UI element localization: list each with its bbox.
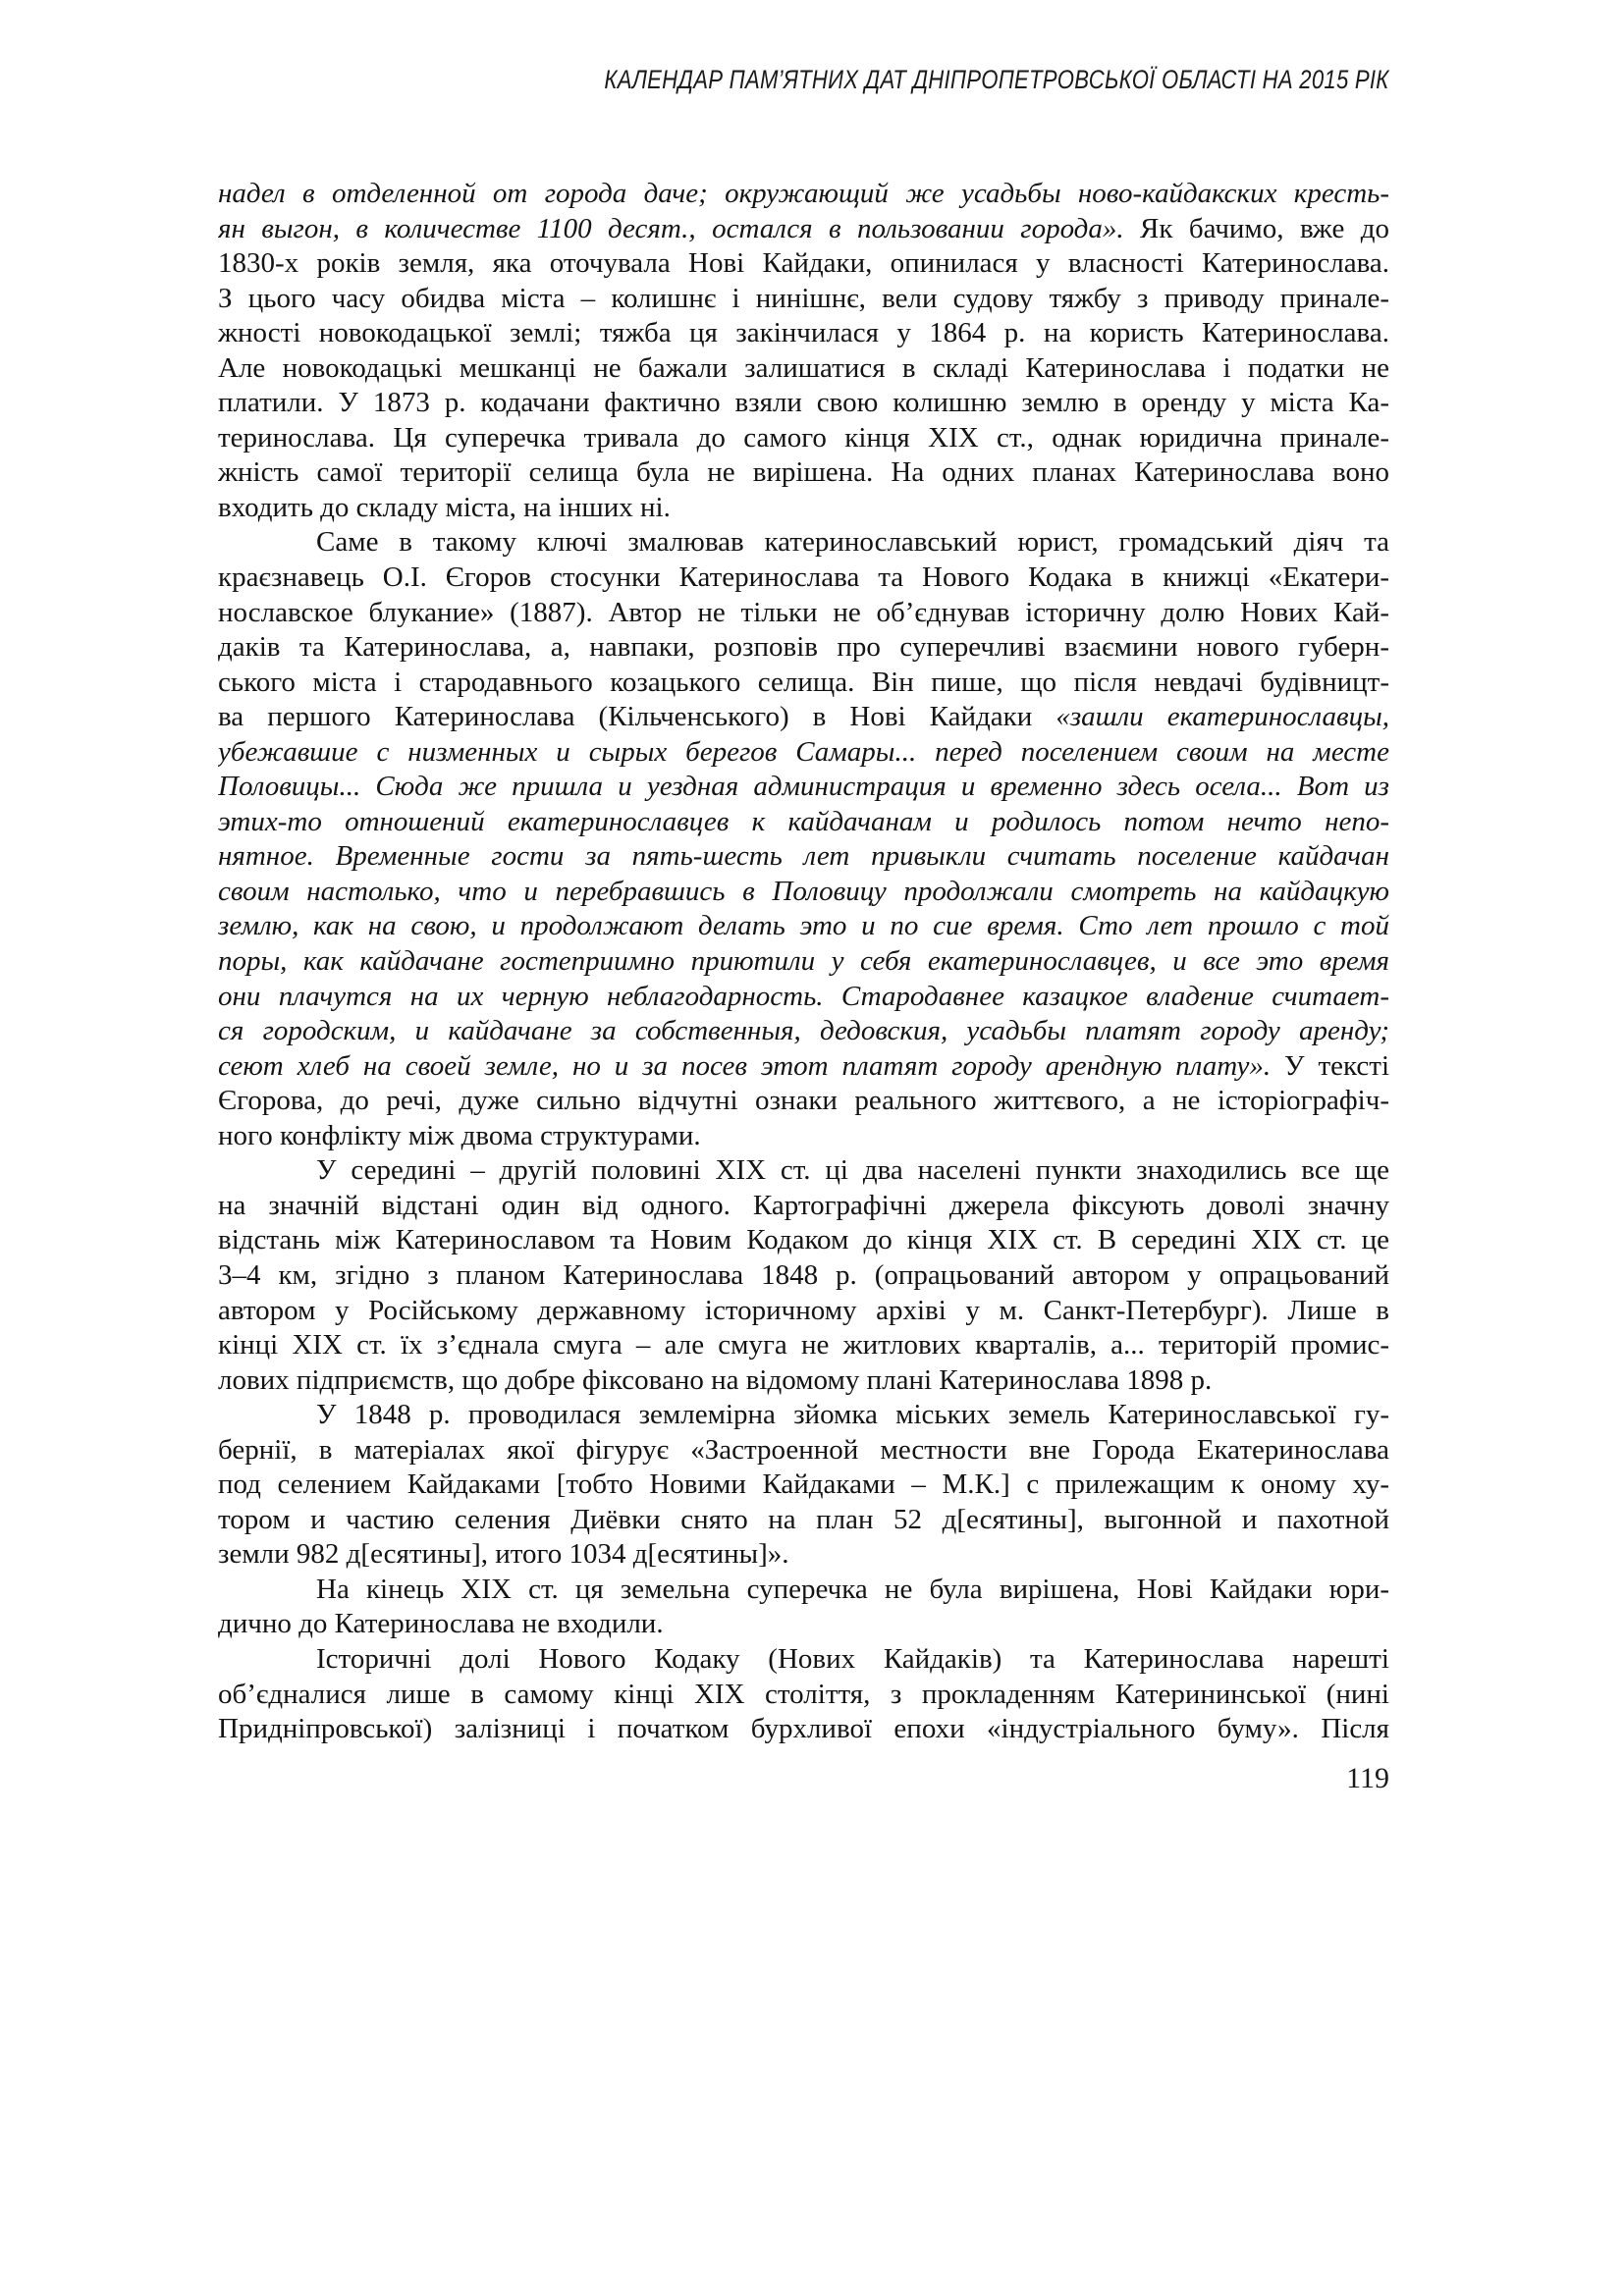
body-line (218, 944, 1389, 980)
body-line (218, 491, 1389, 526)
text-segment: У 1848 р. проводилася землемірна зйомка міських земель Катеринославської гу- (316, 1399, 1389, 1431)
body-line (218, 1503, 1389, 1538)
page-number: 119 (1346, 1762, 1389, 1794)
text-segment: лових підприємств, що добре фіксовано на відомому плані Катеринослава 1898 р. (218, 1363, 1213, 1396)
text-segment: дично до Катеринослава не входили. (218, 1608, 664, 1640)
body-line (218, 1084, 1389, 1119)
text-segment: об’єдналися лише в самому кінці XIX століття, з прокладенням Катерининської (нині (218, 1678, 1389, 1710)
text-segment: Але новокодацькі мешканці не бажали залишатися в складі Катеринослава і податки не (218, 351, 1389, 384)
text-segment: даків та Катеринослава, а, навпаки, розповів про суперечливі взаємини нового губерн- (218, 631, 1389, 664)
text-segment: відстань між Катеринославом та Новим Кодаком до кінця XIX ст. В середині XIX ст. це (218, 1224, 1389, 1256)
text-segment: У тексті (1271, 1049, 1389, 1082)
body-line (218, 351, 1389, 387)
body-line (218, 1363, 1389, 1399)
body-line (218, 525, 1389, 561)
text-segment: 1830-х років земля, яка оточувала Нові Кайдаки, опинилася у власності Катеринослава. (218, 247, 1389, 280)
body-line (218, 909, 1389, 944)
body-line (218, 421, 1389, 456)
body-line (218, 1049, 1389, 1085)
quote-italic-segment: убежавшие с низменных и сырых берегов Самары... перед поселением своим на месте (218, 735, 1389, 768)
quote-italic-segment: ян выгон, в количестве 1100 десят., остался в пользовании города». (218, 212, 1124, 244)
body-line (218, 596, 1389, 631)
body-line (218, 839, 1389, 875)
body-line (218, 1258, 1389, 1294)
body-line (218, 630, 1389, 666)
body-line (218, 561, 1389, 596)
quote-italic-segment: Половицы... Сюда же пришла и уездная администрация и временно здесь осела... Вот из (218, 771, 1389, 803)
body-line (218, 1153, 1389, 1189)
quote-italic-segment: надел в отделенной от города даче; окружающий же усадьбы ново-кайдакских кресть- (218, 178, 1389, 209)
text-segment: краєзнавець О.І. Єгоров стосунки Катеринослава та Нового Кодака в книжці «Екатери- (218, 561, 1389, 594)
paragraph (218, 1153, 1389, 1398)
paragraph (218, 1398, 1389, 1573)
text-segment: на значній відстані один від одного. Картографічні джерела фіксують доволі значну (218, 1189, 1389, 1221)
text-segment: земли 982 д[есятины], итого 1034 д[есятины]». (218, 1538, 789, 1571)
body-line (218, 1433, 1389, 1468)
body-line (218, 1398, 1389, 1433)
quote-italic-segment: этих-то отношений екатеринославцев к кайдачанам и родилось потом нечто непо- (218, 805, 1389, 837)
text-segment: ського міста і стародавнього козацького селища. Він пише, що після невдачі будівницт- (218, 666, 1389, 698)
text-segment: тором и частию селения Диёвки снято на план 52 д[есятины], выгонной и пахотной (218, 1503, 1389, 1535)
quote-italic-segment: сеют хлеб на своей земле, но и за посев этот платят городу арендную плату». (218, 1049, 1272, 1082)
paragraph (218, 177, 1389, 525)
quote-italic-segment: ся городским, и кайдачане за собственныя, дедовския, усадьбы платят городу аренду; (218, 1015, 1389, 1047)
body-line (218, 177, 1389, 212)
text-segment: нославское блукание» (1887). Автор не тільки не об’єднував історичну долю Нових Кай- (218, 596, 1389, 628)
body-line (218, 1678, 1389, 1713)
text-segment: жності новокодацької землі; тяжба ця закінчилася у 1864 р. на користь Катеринослава. (218, 317, 1389, 349)
text-segment: З цього часу обидва міста – колишнє і нинішнє, вели судову тяжбу з приводу принале- (218, 282, 1389, 314)
text-segment: ва першого Катеринослава (Кільченського) в Нові Кайдаки (218, 701, 1056, 733)
quote-italic-segment: нятное. Временные гости за пять-шесть лет привыкли считать поселение кайдачан (218, 840, 1389, 873)
text-segment: кінці XIX ст. їх з’єднала смуга – але смуга не житлових кварталів, а... територій промис- (218, 1329, 1389, 1362)
text-segment: автором у Російському державному історичному архіві у м. Санкт-Петербург). Лише в (218, 1294, 1389, 1326)
body-line (218, 1014, 1389, 1049)
body-line (218, 1607, 1389, 1642)
body-line (218, 1642, 1389, 1678)
body-line (218, 1468, 1389, 1503)
body-line (218, 386, 1389, 421)
paragraph (218, 1573, 1389, 1642)
quote-italic-segment: они плачутся на их черную неблагодарность. Стародавнее казацкое владение считает- (218, 980, 1389, 1012)
body-line (218, 1537, 1389, 1573)
body-line (218, 316, 1389, 351)
paragraph (218, 525, 1389, 1153)
running-head: КАЛЕНДАР ПАМ’ЯТНИХ ДАТ ДНІПРОПЕТРОВСЬКОЇ ОБЛАСТІ НА 2015 РІК (604, 65, 1389, 94)
quote-italic-segment: землю, как на свою, и продолжают делать это и по сие время. Сто лет прошло с той (218, 910, 1389, 942)
body-line (218, 1189, 1389, 1224)
body-line (218, 1119, 1389, 1154)
body-line (218, 282, 1389, 317)
body-line (218, 980, 1389, 1015)
body-line (218, 1712, 1389, 1747)
body-text (218, 177, 1389, 1747)
paragraph (218, 1642, 1389, 1747)
body-line (218, 455, 1389, 491)
text-segment: жність самої території селища була не вирішена. На одних планах Катеринослава воно (218, 456, 1389, 489)
body-line (218, 666, 1389, 701)
body-line (218, 805, 1389, 840)
body-line (218, 1294, 1389, 1329)
body-line (218, 1223, 1389, 1258)
text-segment: бернії, в матеріалах якої фігурує «Застроенной местности вне Города Екатеринослава (218, 1433, 1389, 1466)
body-line (218, 1328, 1389, 1363)
body-line (218, 735, 1389, 771)
text-segment: входить до складу міста, на інших ні. (218, 491, 671, 523)
text-segment: 3–4 км, згідно з планом Катеринослава 1848 р. (опрацьований автором у опрацьований (218, 1258, 1389, 1291)
text-segment: Єгорова, до речі, дуже сильно відчутні ознаки реального життєвого, а не історіографіч- (218, 1085, 1389, 1117)
text-segment: Саме в такому ключі змалював катеринославський юрист, громадський діяч та (316, 526, 1389, 559)
text-segment: теринослава. Ця суперечка тривала до самого кінця XIX ст., однак юридична принале- (218, 421, 1389, 454)
body-line (218, 700, 1389, 735)
text-segment: На кінець XIX ст. ця земельна суперечка не була вирішена, Нові Кайдаки юри- (316, 1573, 1389, 1605)
body-line (218, 246, 1389, 282)
body-line (218, 875, 1389, 910)
quote-italic-segment: «зашли екатеринославцы, (1056, 701, 1389, 733)
body-line (218, 212, 1389, 247)
text-segment: Історичні долі Нового Кодаку (Нових Кайдаків) та Катеринослава нарешті (316, 1642, 1389, 1675)
body-line (218, 1573, 1389, 1608)
text-segment: Придніпровської) залізниці і початком бурхливої епохи «індустріального буму». Після (218, 1713, 1389, 1745)
text-segment: под селением Кайдаками [тобто Новими Кайдаками – М.К.] с прилежащим к оному ху- (218, 1468, 1389, 1501)
body-line (218, 770, 1389, 805)
text-segment: У середині – другій половині XIX ст. ці два населені пункти знаходились все ще (316, 1154, 1389, 1187)
text-segment: платили. У 1873 р. кодачани фактично взяли свою колишню землю в оренду у міста Ка- (218, 387, 1389, 419)
text-segment: Як бачимо, вже до (1123, 212, 1389, 244)
quote-italic-segment: поры, как кайдачане гостеприимно приютили у себя екатеринославцев, и все это время (218, 945, 1389, 978)
text-segment: ного конфлікту між двома структурами. (218, 1119, 701, 1151)
quote-italic-segment: своим настолько, что и перебравшись в Половицу продолжали смотреть на кайдацкую (218, 875, 1389, 907)
